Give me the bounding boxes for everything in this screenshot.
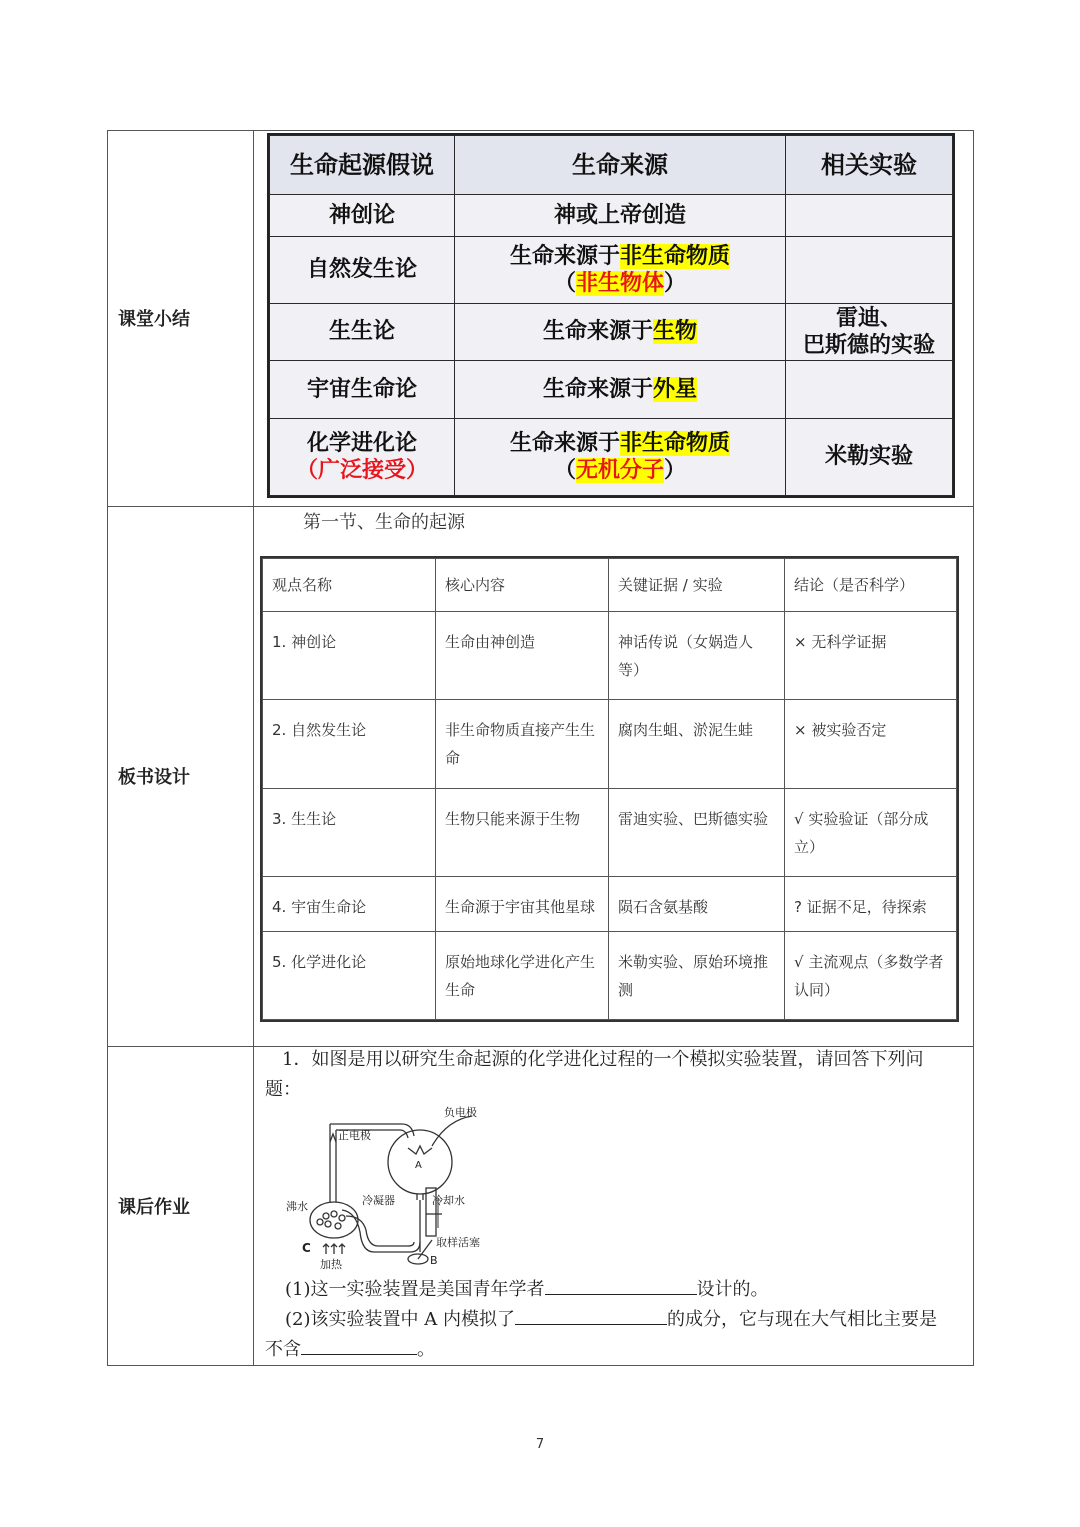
summary-r2-exp <box>786 237 953 304</box>
summary-r2-paren-open: （ <box>553 271 576 296</box>
answer-blank-1[interactable] <box>545 1276 697 1295</box>
board-cell: 原始地球化学进化产生生命 <box>436 931 609 1019</box>
summary-r3-src-hl: 生物 <box>653 319 698 345</box>
board-cell: 生命由神创造 <box>436 612 609 700</box>
diagram-pos-electrode: 正电极 <box>338 1129 371 1142</box>
board-header-conclusion: 结论（是否科学） <box>785 559 957 612</box>
summary-r4-src-a: 生命来源于 <box>542 376 653 402</box>
hw-sub1 <box>285 1275 769 1305</box>
diagram-label-b: B <box>430 1254 438 1267</box>
summary-r4-source <box>455 361 786 419</box>
summary-r4-src-hl: 外星 <box>653 376 698 402</box>
summary-r2-src-a: 生命来源于 <box>509 243 620 269</box>
board-cell: 神话传说（女娲造人等） <box>609 612 785 700</box>
hw-q1-line1: 1．如图是用以研究生命起源的化学进化过程的一个模拟实验装置，请回答下列问 <box>282 1049 924 1070</box>
board-section-title: 第一节、生命的起源 <box>303 512 465 533</box>
summary-r4-name: 宇宙生命论 <box>270 361 455 419</box>
row-divider-1 <box>107 506 974 507</box>
hw-q1-line2: 题： <box>265 1079 301 1100</box>
board-header-evidence: 关键证据 / 实验 <box>609 559 785 612</box>
column-divider <box>253 130 254 1366</box>
hw-sub1-b: 设计的。 <box>696 1279 769 1300</box>
table-row <box>263 877 957 931</box>
board-cell: 陨石含氨基酸 <box>609 877 785 931</box>
diagram-sampling-valve: 取样活塞 <box>436 1236 480 1249</box>
summary-r5-exp: 米勒实验 <box>786 419 953 496</box>
summary-r2-src-red: 非生物体 <box>575 271 664 296</box>
hw-sub2-b: 的成分，它与现在大气相比主要是 <box>666 1309 937 1330</box>
summary-r3-src-a: 生命来源于 <box>542 319 653 345</box>
board-cell: 4. 宇宙生命论 <box>263 877 436 931</box>
row-label-board: 板书设计 <box>118 767 190 788</box>
table-row <box>263 931 957 1019</box>
board-cell: 腐肉生蛆、淤泥生蛙 <box>609 700 785 788</box>
hw-sub2-cont <box>265 1335 435 1365</box>
summary-table <box>267 133 955 498</box>
hw-sub2-c: 不含 <box>265 1339 301 1360</box>
diagram-label-a: A <box>415 1160 422 1171</box>
hw-sub2-a: (2)该实验装置中 A 内模拟了 <box>285 1309 515 1330</box>
summary-r1-source: 神或上帝创造 <box>455 195 786 237</box>
hw-sub1-a: (1)这一实验装置是美国青年学者 <box>285 1279 545 1300</box>
summary-r3-source <box>455 304 786 361</box>
summary-r5-name-text: 化学进化论 <box>306 430 417 456</box>
board-cell: 生物只能来源于生物 <box>436 788 609 876</box>
board-cell: 2. 自然发生论 <box>263 700 436 788</box>
board-cell: × 无科学证据 <box>785 612 957 700</box>
summary-r5-source <box>455 419 786 496</box>
summary-header-experiment: 相关实验 <box>786 136 953 195</box>
row-label-summary: 课堂小结 <box>118 309 190 330</box>
board-cell: √ 主流观点（多数学者认同） <box>785 931 957 1019</box>
summary-r5-note: （广泛接受） <box>295 458 428 483</box>
summary-r3-exp <box>786 304 953 361</box>
answer-blank-3[interactable] <box>301 1336 417 1355</box>
diagram-cooling-water: 冷却水 <box>432 1194 465 1207</box>
summary-r2-source <box>455 237 786 304</box>
board-header-view: 观点名称 <box>263 559 436 612</box>
summary-r2-src-hl: 非生命物质 <box>620 243 731 269</box>
summary-r5-src-a: 生命来源于 <box>509 430 620 456</box>
answer-blank-2[interactable] <box>515 1306 667 1325</box>
row-label-homework: 课后作业 <box>118 1197 190 1218</box>
summary-r5-src-hl: 非生命物质 <box>620 430 731 456</box>
diagram-boiling-water: 沸水 <box>286 1200 308 1213</box>
page-number: 7 <box>535 1437 545 1452</box>
diagram-heat: 加热 <box>320 1258 342 1271</box>
summary-r1-exp <box>786 195 953 237</box>
summary-header-hypothesis: 生命起源假说 <box>270 136 455 195</box>
summary-header-source: 生命来源 <box>455 136 786 195</box>
table-row <box>263 612 957 700</box>
diagram-condenser: 冷凝器 <box>362 1194 395 1207</box>
board-cell: √ 实验验证（部分成立） <box>785 788 957 876</box>
summary-r5-paren-open: （ <box>553 458 576 483</box>
board-cell: 非生命物质直接产生生命 <box>436 700 609 788</box>
summary-r1-name: 神创论 <box>270 195 455 237</box>
board-cell: 5. 化学进化论 <box>263 931 436 1019</box>
board-cell: ? 证据不足，待探索 <box>785 877 957 931</box>
summary-r5-paren-close: ） <box>664 458 687 483</box>
diagram-neg-electrode: 负电极 <box>444 1106 477 1119</box>
summary-r3-name: 生生论 <box>270 304 455 361</box>
board-cell: 雷迪实验、巴斯德实验 <box>609 788 785 876</box>
summary-r3-exp-line1: 雷迪、 <box>835 305 902 331</box>
table-row <box>263 700 957 788</box>
miller-apparatus-diagram <box>282 1102 512 1272</box>
board-cell: 生命源于宇宙其他星球 <box>436 877 609 931</box>
board-cell: × 被实验否定 <box>785 700 957 788</box>
summary-r5-src-red: 无机分子 <box>575 458 664 483</box>
board-cell: 1. 神创论 <box>263 612 436 700</box>
board-cell: 3. 生生论 <box>263 788 436 876</box>
board-header-core: 核心内容 <box>436 559 609 612</box>
summary-r2-paren-close: ） <box>664 271 687 296</box>
diagram-label-c: C <box>302 1241 311 1255</box>
summary-r5-name <box>270 419 455 496</box>
hw-sub2 <box>285 1305 937 1335</box>
board-table <box>260 556 959 1022</box>
summary-r4-exp <box>786 361 953 419</box>
table-row <box>263 788 957 876</box>
hw-sub2-d: 。 <box>417 1339 435 1360</box>
summary-r2-name: 自然发生论 <box>270 237 455 304</box>
board-cell: 米勒实验、原始环境推测 <box>609 931 785 1019</box>
summary-r3-exp-line2: 巴斯德的实验 <box>802 333 935 358</box>
